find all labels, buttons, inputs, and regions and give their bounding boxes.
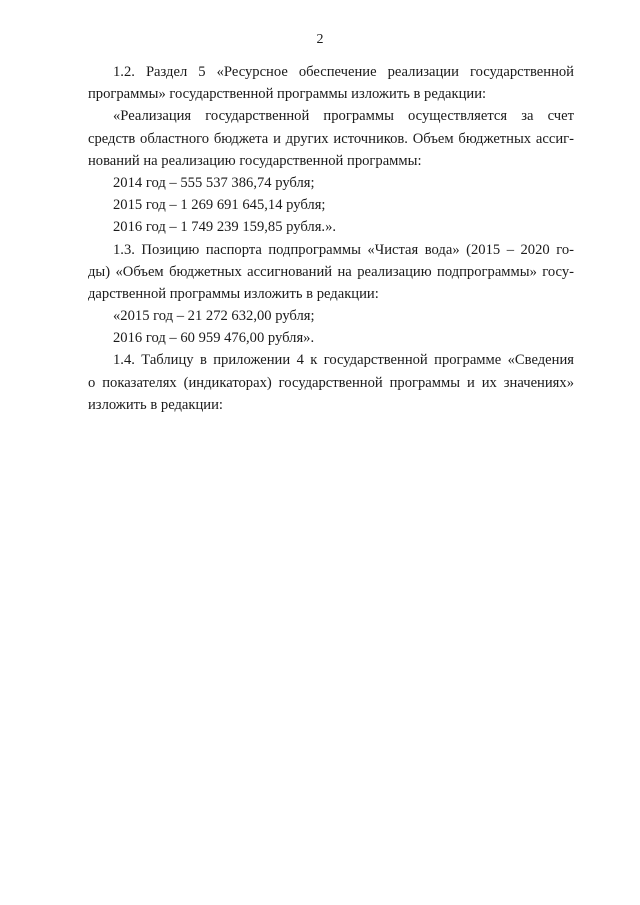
subprogram-2016-line: 2016 год – 60 959 476,00 рубля». <box>113 330 315 347</box>
budget-2016-line: 2016 год – 1 749 239 159,85 рубля.». <box>113 219 337 236</box>
text-line: 1.3. Позицию паспорта подпрограммы «Чистая вода» (2015 – 2020 го- <box>113 241 574 258</box>
text-line: изложить в редакции: <box>88 396 223 413</box>
budget-2014-line: 2014 год – 555 537 386,74 рубля; <box>113 174 315 191</box>
text-line: 1.4. Таблицу в приложении 4 к государственной программе «Сведения <box>113 352 574 369</box>
text-line: «Реализация государственной программы осуществляется за счет <box>113 108 574 125</box>
text-line: нований на реализацию государственной программы: <box>88 152 422 169</box>
document-body <box>88 61 574 416</box>
text-line: ды) «Объем бюджетных ассигнований на реализацию подпрограммы» госу- <box>88 263 574 280</box>
page-number: 2 <box>316 32 324 47</box>
paragraph-quote <box>88 105 574 172</box>
paragraph-1-2 <box>88 61 574 105</box>
text-line: 1.2. Раздел 5 «Ресурсное обеспечение реализации государственной <box>113 64 574 80</box>
subprogram-2015-line: «2015 год – 21 272 632,00 рубля; <box>113 308 315 325</box>
text-line: программы» государственной программы изложить в редакции: <box>88 86 487 103</box>
paragraph-1-3 <box>88 239 574 306</box>
paragraph-1-4 <box>88 349 574 416</box>
text-line: средств областного бюджета и других источников. Объем бюджетных ассиг- <box>88 130 574 147</box>
text-line: дарственной программы изложить в редакции: <box>88 285 379 302</box>
text-line: о показателях (индикаторах) государственной программы и их значениях» <box>88 374 574 391</box>
budget-2015-line: 2015 год – 1 269 691 645,14 рубля; <box>113 197 326 214</box>
